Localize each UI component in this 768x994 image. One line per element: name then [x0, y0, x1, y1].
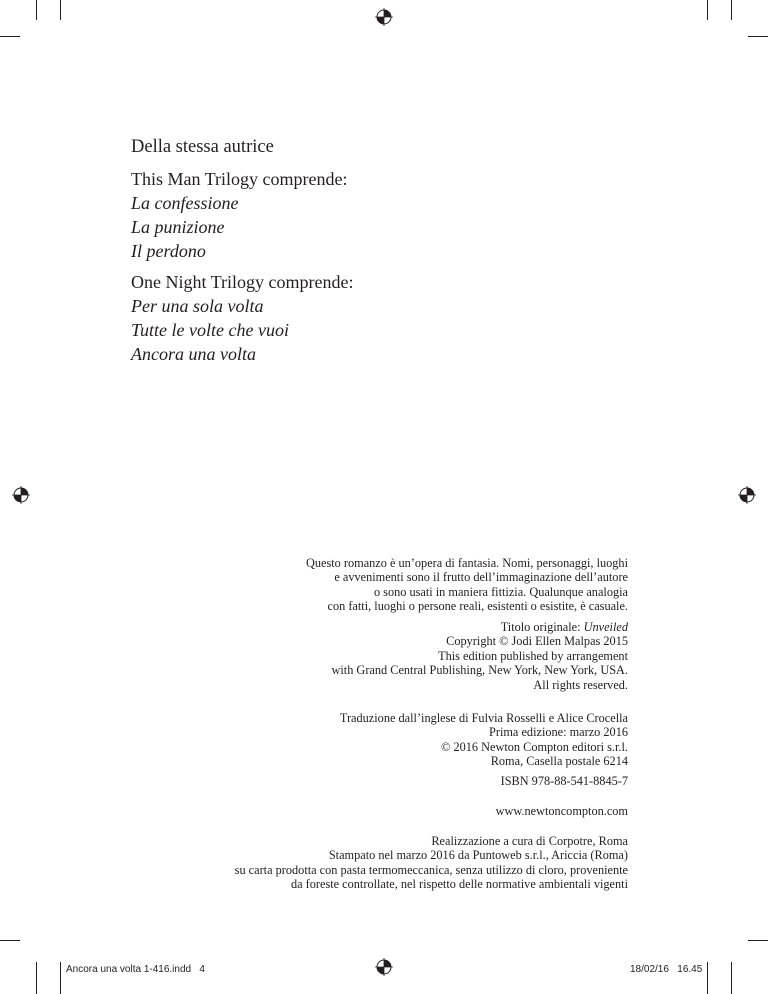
edition-line: Roma, Casella postale 6214 [490, 754, 628, 769]
disclaimer-line: Questo romanzo è un’opera di fantasia. Nomi, personaggi, luoghi [305, 556, 628, 570]
crop-mark [36, 962, 37, 994]
copyright-line: with Grand Central Publishing, New York, New York, USA. [331, 663, 628, 678]
printing-line: da foreste controllate, nel rispetto delle normative ambientali vigenti [290, 877, 628, 892]
crop-mark [0, 940, 20, 941]
series-list-2 [131, 270, 354, 366]
printing-line: su carta prodotta con pasta termomeccanica, senza utilizzo di cloro, proveniente [234, 862, 628, 877]
edition-line: Prima edizione: marzo 2016 [489, 725, 628, 740]
book-title: La punizione [131, 217, 225, 237]
crop-mark [731, 0, 732, 20]
same-author-heading: Della stessa autrice [131, 137, 274, 157]
crop-mark [60, 0, 61, 20]
crop-mark [707, 0, 708, 20]
registration-mark-icon [12, 486, 30, 504]
disclaimer-line: con fatti, luoghi o persone reali, esistenti o esistite, è casuale. [327, 599, 628, 614]
disclaimer-line: e avvenimenti sono il frutto dell’immaginazione dell’autore [334, 570, 628, 585]
registration-mark-icon [738, 486, 756, 504]
registration-mark-icon [375, 958, 393, 976]
crop-mark [748, 940, 768, 941]
series-title: This Man Trilogy comprende: [131, 169, 348, 189]
series-list-1 [131, 167, 348, 263]
printing-line: Realizzazione a cura di Corpotre, Roma [431, 834, 628, 848]
crop-mark [748, 36, 768, 37]
original-title-label: Titolo originale: [500, 620, 584, 634]
registration-mark-icon [375, 8, 393, 26]
book-title: Tutte le volte che vuoi [131, 320, 289, 340]
slug-datetime: 18/02/16 16.45 [630, 964, 703, 975]
crop-mark [60, 962, 61, 994]
book-title: Per una sola volta [131, 296, 264, 316]
original-title [332, 620, 629, 634]
book-title: Ancora una volta [131, 344, 256, 364]
crop-mark [36, 0, 37, 20]
crop-mark [0, 36, 20, 37]
disclaimer [306, 556, 628, 614]
disclaimer-line: o sono usati in maniera fittizia. Qualunque analogia [373, 584, 628, 599]
book-title: La confessione [131, 193, 239, 213]
copyright-line: All rights reserved. [533, 677, 628, 692]
series-title: One Night Trilogy comprende: [131, 272, 354, 292]
original-title-value: Unveiled [583, 620, 628, 634]
book-title: Il perdono [131, 241, 206, 261]
crop-mark [731, 962, 732, 994]
isbn: ISBN 978-88-541-8845-7 [500, 774, 628, 788]
edition-line: © 2016 Newton Compton editori s.r.l. [441, 739, 628, 754]
edition-line: Traduzione dall’inglese di Fulvia Rosselli e Alice Crocella [339, 711, 628, 725]
original-title-block [332, 620, 629, 692]
printing-line: Stampato nel marzo 2016 da Puntoweb s.r.l., Ariccia (Roma) [328, 848, 628, 863]
website: www.newtoncompton.com [495, 804, 628, 818]
copyright-line: This edition published by arrangement [438, 648, 628, 663]
printing-block [235, 834, 628, 892]
crop-mark [707, 962, 708, 994]
slug-filename: Ancora una volta 1-416.indd 4 [66, 964, 205, 975]
copyright-line: Copyright © Jodi Ellen Malpas 2015 [446, 634, 628, 649]
translation-block [340, 711, 628, 769]
